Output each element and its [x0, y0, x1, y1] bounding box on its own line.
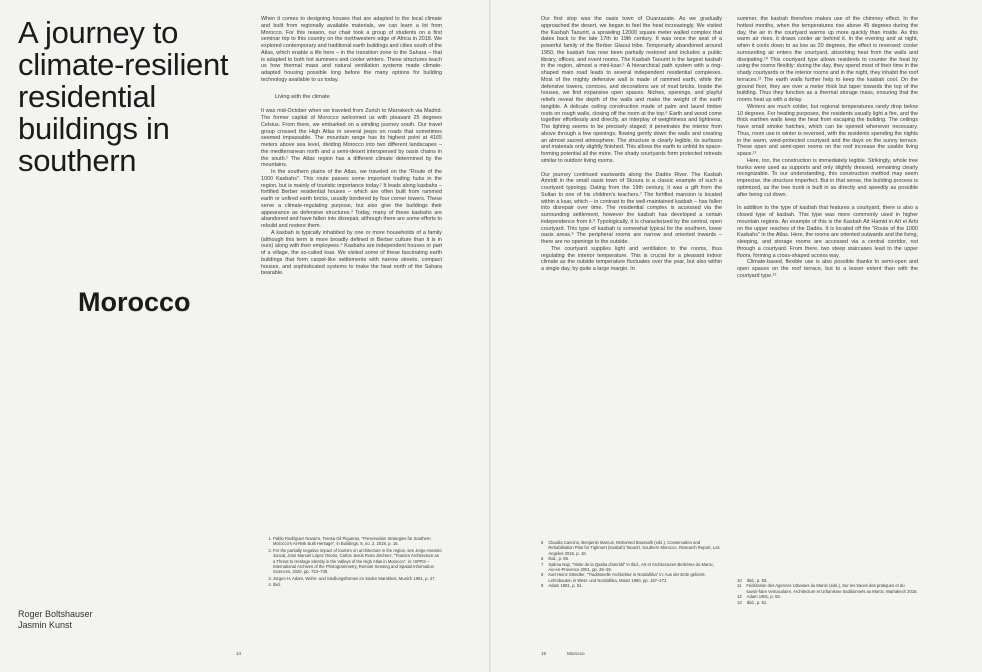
footnote: 5 Claudia Cancino, Benjamin Marcus, Mohamed Boussalh (eds.), Conservation and Rehabilitation Plan for Tighmert (Kasbah) Taourirt. Southern Morocco. Research Report, Los Angeles 2015, p. 18.: [541, 540, 720, 556]
article-title: A journey to climate-resilient residential buildings in southern: [18, 15, 229, 178]
body-paragraph: In addition to the type of kasbah that features a courtyard, there is also a closed type of kasbah. This type was more commonly used in higher mountain regions. An example of this is the Kasbah Aït Hamid in Aït el Arbi on the upper reaches of the Dadès. It is located off the "Route of the 1000 Kasbahs" in the Atlas. Here, the rooms are oriented outwards and the living, sleeping, and storage rooms are accessed via a central corridor, not through a courtyard. From there, two steep staircases lead to the upper floors, forming a cross-shaped access way.: [737, 205, 918, 259]
footnote: 9 Adam 1981, p. 51.: [541, 583, 583, 589]
body-paragraph: It was mid-October when we traveled from Zurich to Marrakech via Madrid. The former capital of Morocco welcomed us with pleasant 25 degrees Celsius. From there, we embarked on a winding journey south. Our travel group crossed the High Atlas in several jeeps on roads that sometimes seemed impassable. The mountain range has its highest point at 4165 meters above sea level, dividing Morocco into two different landscapes – the mediterranean north and a semi-desert interspersed by oasis chains in the south.¹ The Atlas region has a different climate determined by the mountains.: [261, 108, 442, 169]
body-paragraph: In the southern plains of the Atlas, we traveled on the "Route of the 1000 Kasbahs". This route passes some important trading hubs in the region, but is mainly of touristic importance today.² It leads along kasbahs – fortified Berber residential houses – which are often built from rammed earth or unfired earth bricks, usually bordered by four corner towers. These serve a climate-regulating purpose, but also give the buildings their appearance as defensive structures.³ Today, many of these kasbahs are abandoned and have fallen into disrepair, although there are some efforts to rebuild and restore them.: [261, 169, 442, 229]
left-body-column: [261, 16, 442, 277]
footnote: 3. Jürgen H. Adam, Wohn- und Siedlungsformen im Süden Marokkos, Munich 1981, p. 47.: [273, 576, 442, 581]
body-paragraph: Here, too, the construction is immediately legible. Strikingly, whole tree trunks were used as supports and only slightly dressed, remaining clearly recognizable. To our understanding, this construction method may seem imprecise, the structure imperfect. But in that sense, the building process is optimized, as the tree trunk is built in as directly and speedily as possible after being cut down.: [737, 157, 918, 198]
intro-paragraph: When it comes to designing houses that are adapted to the local climate and built from regionally available materials, we can learn a lot from Morocco. For this reason, our chair took a group of students on a first seminar trip to this country on the northwestern edge of Africa in 2018. We explored contemporary and traditional earth buildings and cities south of the Atlas, which enable a life here – in the transition zone to the Sahara – that is adapted to both hot summers and cooler winters. These structures teach us how thermal mass and natural ventilation systems made climate-adapted housing possible long before the many options for building technology available to us today.: [261, 16, 442, 83]
running-head: Morocco: [567, 651, 585, 656]
left-footnotes: [261, 536, 442, 589]
right-page: [491, 0, 982, 672]
author-name: Roger Boltshauser: [18, 609, 93, 619]
page-number: 15: [541, 651, 547, 656]
footnote: 11 Fédération des Agences Urbaines du Maroc (eds.), Sur les traces des pratiques et du savoir-faire vernaculaire, Architecture et Urbanisme traditionnels au Maroc, Marrakech 2018.: [737, 583, 918, 594]
right-footnotes-b: [737, 578, 918, 605]
footnote: 8 Karl Heinz Striedter, "Traditionelle Architektur in Nordafrika" in: Aus der Erde geformt. Lehmbauten in West- und Nordafrika, Mainz 1990, pp. 157–171.: [541, 572, 706, 583]
body-paragraph: Our journey continued eastwards along the Dadès River. The Kasbah Amridil in the small oasis town of Skoura is a classic example of such a courtyard typology. Dating from the 19th century, it was a gift from the Sultan to one of his children's teachers.⁷ The fortified mansion is located within a ksar, which – in contrast to the well-maintained kasbah – has fallen into disrepair over time. The residential complex is accessed via the surrounding settlement, however the kasbah has developed a certain independence from it.⁸ Typologically, it is characterized by the central, open courtyard. This type of kasbah is somewhat typical for the southern, lower oasis areas.⁹ The peripheral rooms are narrow and oriented inwards – there are no openings to the outside.: [541, 171, 722, 245]
footnote: 4. Ibid.: [273, 582, 442, 587]
body-paragraph: Our first stop was the oasis town of Ouarzazate. As we gradually approached the desert, we began to feel the heat increasingly. We visited the Kasbah Taourirt, a sprawling 12000 square meter walled complex that dates back to the late 17th to 19th century. It was once the seat of a powerful family of the Berber Glaoui tribe. Temporarily abandoned around 1950, the kasbah has now been partially restored and includes a public library, offices, and event rooms. The Kasbah Taourirt is the largest kasbah in the region, almost a mini-ksar.⁵ A hierarchical path system with a ring-shaped main road leads to several independent residential complexes. Most of the mighty defensive wall is made of rammed earth, while the defensive towers, cornices, and decorations are of mud bricks. Inside the houses, we find expansive open spaces. Niches, openings, and playful reliefs reveal the depth of the walls and make the weight of the earth tangible. A delicate ceiling construction made of palm and laurel timber rests on rough walls, closing off the room at the top.⁶ Earth and wood come together effortlessly and directly, an interplay of weightiness and lightness. The lighting seems to be precisely staged; it penetrates the interior from above through a few openings, flowing gently down the walls and creating an almost sacred atmosphere. The structure is clearly legible, its surfaces and materials only slightly finished. This allows the earth to unfold its space-forming potential all the more. The shady courtyards form protected retreats similar to outdoor living rooms.: [541, 16, 722, 164]
body-paragraph: A kasbah is typically inhabited by one or more households of a family (although this term is more broadly defined in Berber culture than it is in ours) along with their employees.⁴ Kasbahs are independent houses or part of a village, the so-called ksar. We visited some of these fascinating earth buildings that form carpet-like settlements with narrow streets, compact houses, and sophisticated systems to make the heat north of the Sahara bearable.: [261, 229, 442, 277]
footnote: 2. For the partially negative impact of tourism on architecture in the region, see Jorge Asensio Juncal, José Manuel López Osorio, Carlos Jesús Rosa Jiménez, "Tourism Architecture as a Threat to Heritage Identity in the Valleys of the High Atlas in Morocco", in: ISPRS – International Archives of the Photogrammetry, Remote Sensing and Spatial Information Sciences, 2020, pp. 723–730.: [273, 548, 442, 575]
right-body-column-1: [541, 16, 722, 273]
right-footnotes-a: [541, 540, 722, 589]
body-paragraph: Winters are much colder, but regional temperatures rarely drop below 10 degrees. For heating purposes, the residents usually light a fire, and the thick earthen walls keep the heat from escaping the building. The ceilings have small smoke hatches, which can be opened whenever necessary. Thus, room use in winter is reversed, with the residents spending the nights in the warm, wind-protected courtyard and the days on the sunny terrace. These open and semi-open rooms on the roof increase the usable living space.¹²: [737, 103, 918, 157]
section-heading: Living with the climate: [275, 93, 330, 100]
article-subtitle: Morocco: [78, 287, 191, 317]
left-page: [0, 0, 489, 672]
page-number: 14: [236, 651, 242, 656]
body-paragraph: summer, the kasbah therefore makes use of the chimney effect. In the hottest months, when the temperatures rise above 45 degrees during the day, the air in the courtyard warms up more quickly than inside. As this warm air rises, it draws cooler air behind it. In the evening and at night, when it cools down to as low as 20 degrees, the effect is reversed: cooler surrounding air enters the courtyard, absorbing heat from the walls and dissipating.¹⁰ This courtyard type allows residents to counter the heat by using the rooms flexibly: during the day, they spend most of their time in the shady courtyards or the interior rooms and in the night, they inhabit the roof terraces.¹¹ The earth walls further help to keep the kasbah cool. On the ground floor, they are over a meter thick but taper towards the top of the building. Thus they function as a thermal storage mass, ensuring that the rooms heat up with a delay.: [737, 16, 918, 103]
footnote: 10 Ibid., p. 83.: [737, 578, 768, 583]
body-paragraph: The courtyard supplies light and ventilation to the rooms, thus regulating the interior temperature. This is crucial for a pleasant indoor climate as the outside temperature fluctuates over the year, but also within a single day, by quite a large margin. In: [541, 245, 722, 272]
right-body-column-2: [737, 16, 918, 280]
footnote: 1. Pablo Rodríguez Navarro, Teresa Gil Piqueras, "Preservation Strategies for Southern Morocco's At-Risk Built Heritage", in Buildings, 8, no. 2, 2018, p. 16.: [273, 536, 442, 547]
footnote: 6 Ibid., p. 85.: [541, 556, 570, 562]
body-paragraph: Climate-based, flexible use is also possible thanks to semi-open and open spaces on the roof terrace, but to a lesser extent than with the courtyard type.¹³: [737, 259, 918, 279]
author-list: [18, 609, 93, 631]
footnote: 7 Salima Naji, "Visite de la Qasba d'amridil" in Ibid., Art et Architectures Berbères du Maroc, Aix-en-Provence 2001, pp. 25–26.: [541, 561, 715, 573]
footnote: 13 Ibid., p. 61.: [737, 599, 768, 605]
author-name: Jasmin Kunst: [18, 620, 73, 630]
footnote: 12 Adam 1981, p. 53.: [737, 594, 781, 600]
